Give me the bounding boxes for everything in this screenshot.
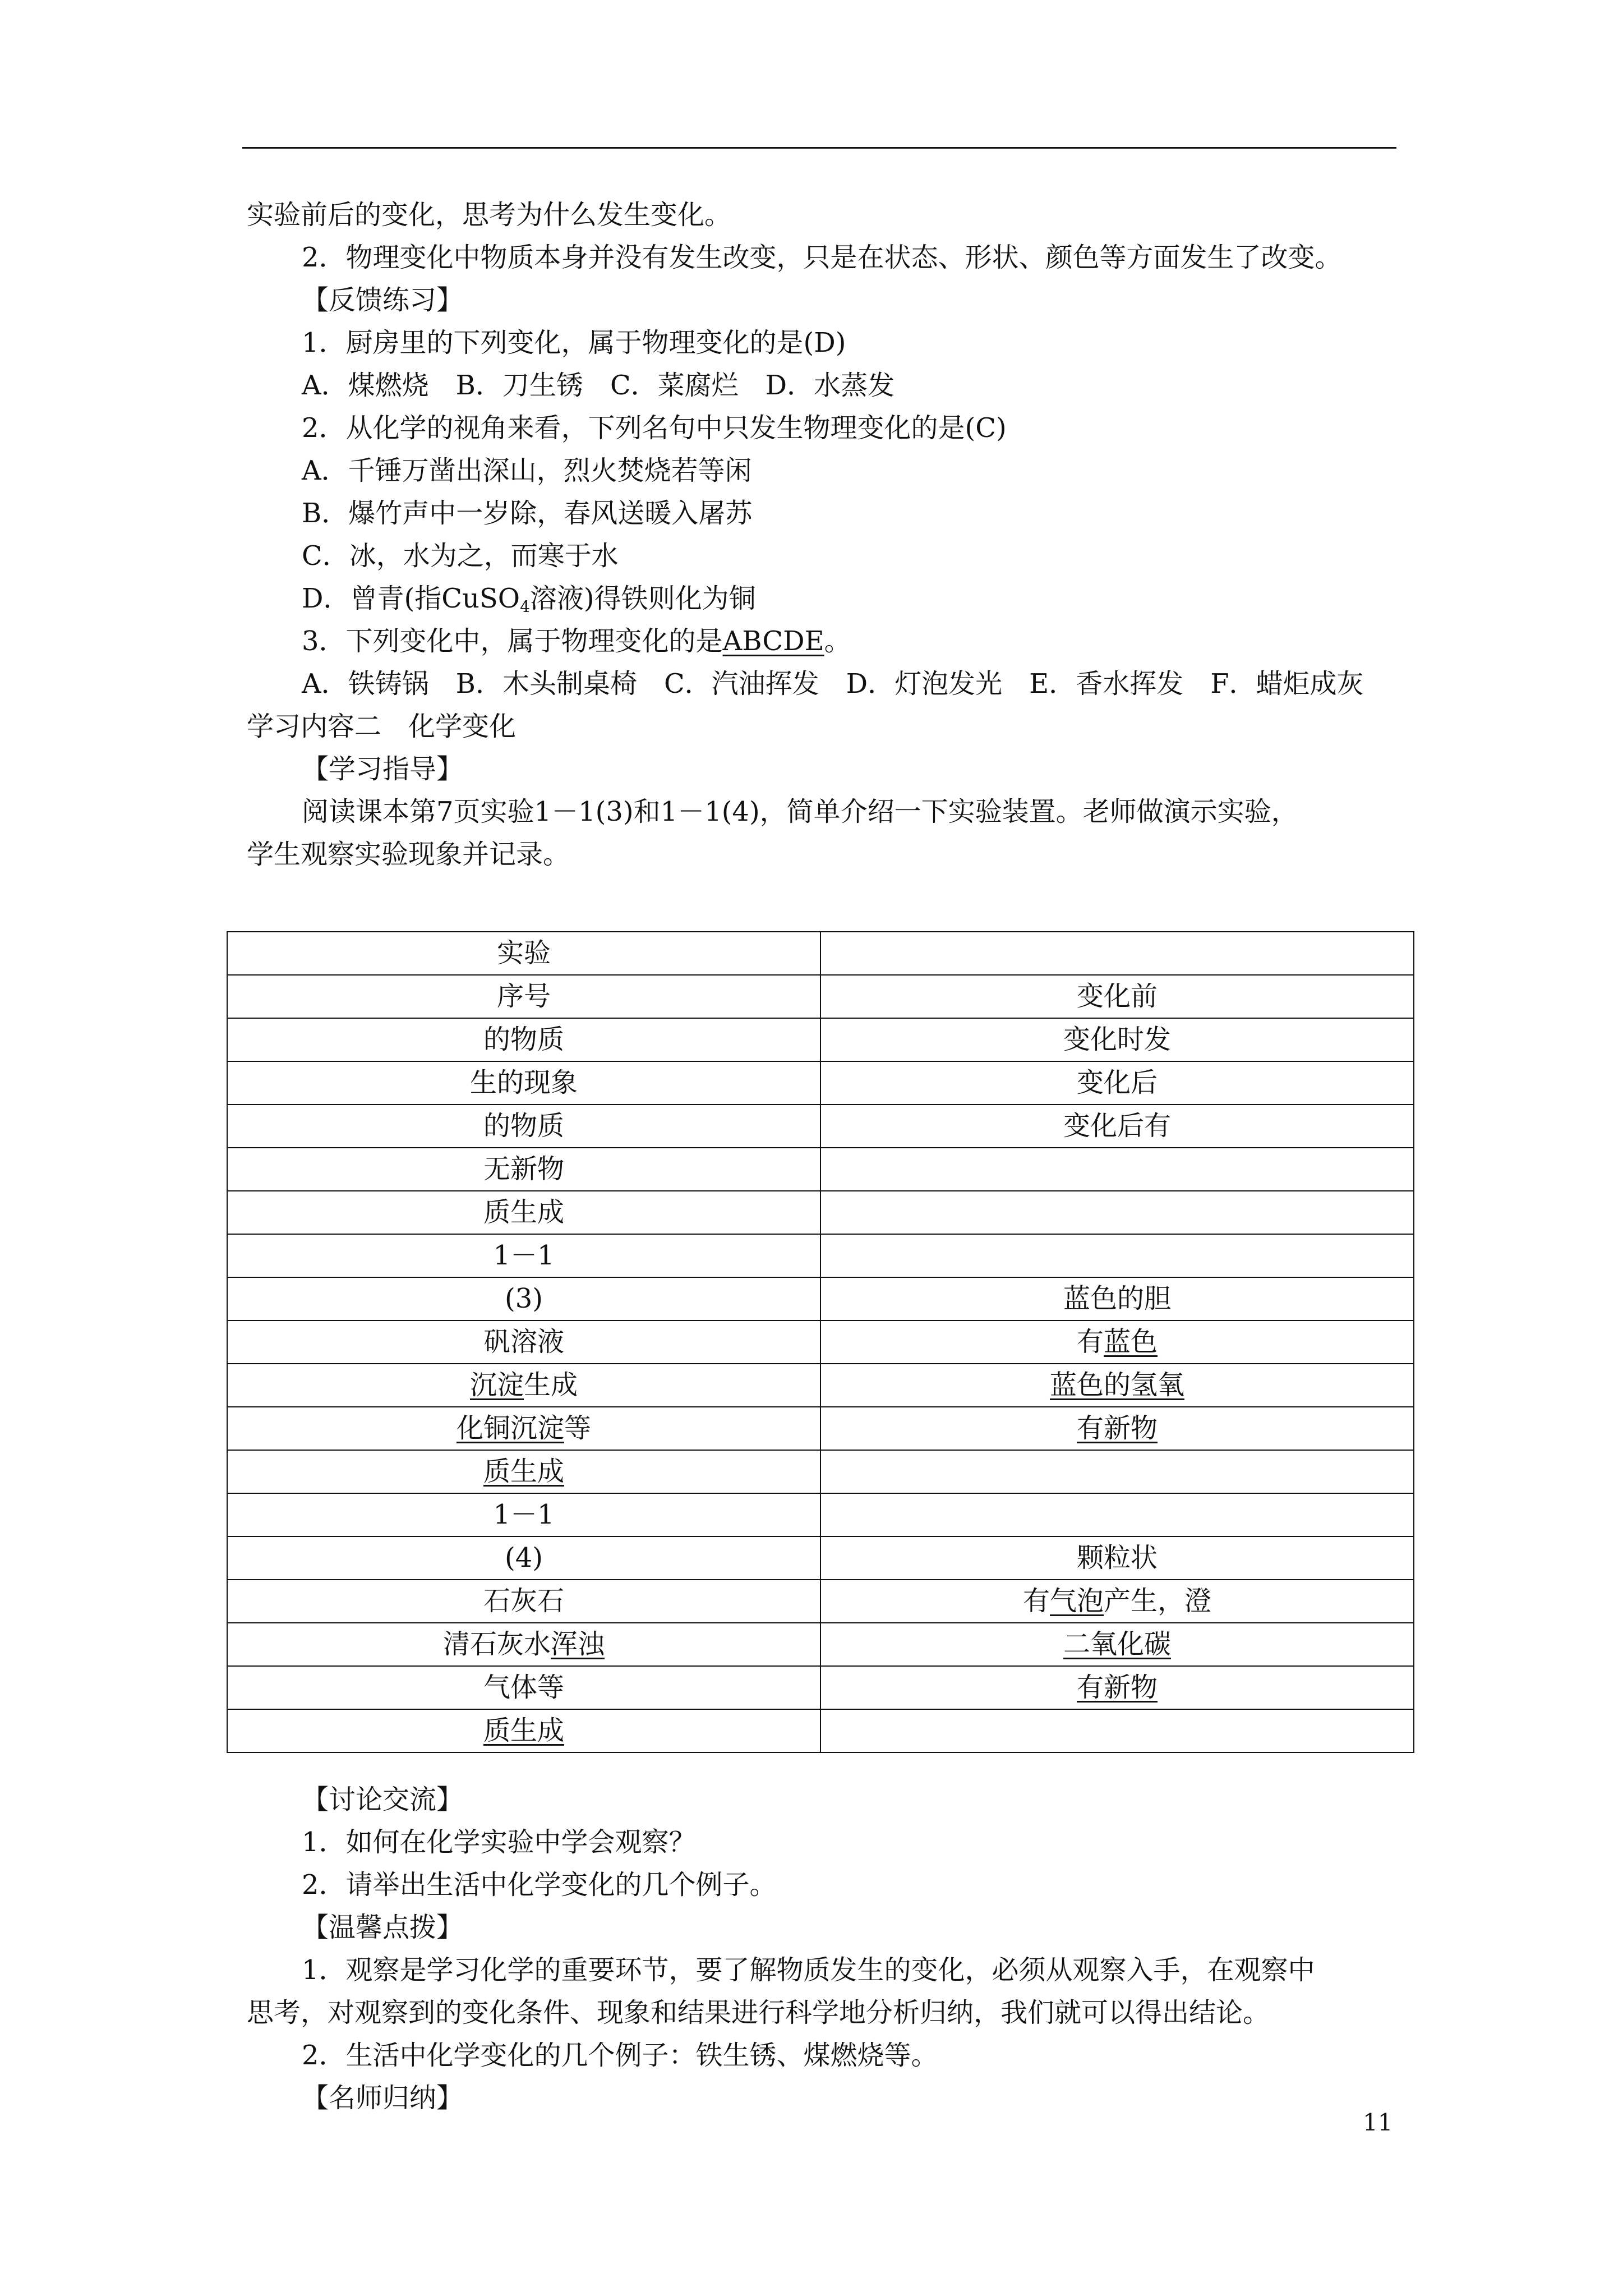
table-cell	[227, 1450, 820, 1493]
underlined-answer: 有新物	[1076, 1672, 1158, 1703]
text-line: 2．生活中化学变化的几个例子：铁生锈、煤燃烧等。	[302, 2040, 938, 2071]
underlined-answer: 蓝色的氢氧	[1049, 1369, 1184, 1401]
lines-top	[247, 194, 1391, 577]
underlined-answer: 二氧化碳	[1063, 1628, 1171, 1660]
table-cell	[820, 1234, 1414, 1277]
subscript: 4	[520, 597, 530, 616]
lines-mid	[247, 662, 1391, 876]
q3-before: 3．下列变化中，属于物理变化的是	[302, 625, 723, 657]
text-line: 【反馈练习】	[302, 284, 464, 316]
table-row	[227, 1536, 1414, 1580]
q3-after: 。	[824, 625, 851, 657]
text-line: 【温馨点拨】	[302, 1912, 464, 1943]
table-cell: 矾溶液	[227, 1320, 820, 1364]
table-cell: 的物质	[227, 1105, 820, 1148]
table-cell	[820, 1191, 1414, 1234]
table-cell	[227, 1407, 820, 1450]
table-body	[227, 932, 1414, 1752]
underlined-answer: 化铜沉淀	[456, 1412, 564, 1444]
table-row	[227, 932, 1414, 975]
underlined-answer: 有新物	[1076, 1412, 1158, 1444]
text-line: 思考，对观察到的变化条件、现象和结果进行科学地分析归纳，我们就可以得出结论。	[247, 1997, 1270, 2028]
experiment-table	[227, 931, 1414, 1753]
underlined-answer: 沉淀	[469, 1369, 524, 1401]
table-cell	[820, 1450, 1414, 1493]
table-row	[227, 1493, 1414, 1536]
table-cell: 颗粒状	[820, 1536, 1414, 1580]
table-row	[227, 1277, 1414, 1320]
table-row	[227, 1450, 1414, 1493]
text-line: 【讨论交流】	[302, 1784, 464, 1815]
table-row	[227, 1580, 1414, 1623]
text-line: 学生观察实验现象并记录。	[247, 839, 570, 870]
table-cell	[820, 1148, 1414, 1191]
text-line: A．铁铸锅 B．木头制桌椅 C．汽油挥发 D．灯泡发光 E．香水挥发 F．蜡炬成灰	[302, 668, 1364, 700]
table-cell: 生的现象	[227, 1061, 820, 1105]
table-cell: 质生成	[227, 1191, 820, 1234]
table-cell: 蓝色的胆	[820, 1277, 1414, 1320]
text-line: 1．观察是学习化学的重要环节，要了解物质发生的变化，必须从观察入手，在观察中	[302, 1954, 1315, 1986]
text-line: 1．如何在化学实验中学会观察？	[302, 1826, 696, 1858]
cell-text: 有	[1076, 1326, 1104, 1358]
table-row	[227, 1623, 1414, 1666]
text-block-bottom	[247, 1778, 1391, 2119]
table-row	[227, 1407, 1414, 1450]
table-row	[227, 975, 1414, 1018]
text-line: 1．厨房里的下列变化，属于物理变化的是(D)	[302, 327, 846, 358]
table-row	[227, 1018, 1414, 1061]
table-cell	[820, 1623, 1414, 1666]
table-cell	[227, 1364, 820, 1407]
table-cell	[820, 1364, 1414, 1407]
underlined-answer: 质生成	[483, 1715, 564, 1746]
lines-bottom	[247, 1778, 1391, 2119]
text-line	[247, 620, 1391, 662]
text-line	[247, 577, 1391, 620]
table-cell	[820, 1580, 1414, 1623]
q3-answer: ABCDE	[722, 625, 824, 657]
text-line: 【学习指导】	[302, 753, 464, 785]
table-cell	[227, 1709, 820, 1752]
cell-text: 生成	[524, 1369, 578, 1401]
cell-text: 清石灰水	[442, 1628, 551, 1660]
table-cell	[227, 1623, 820, 1666]
text-line: 2．物理变化中物质本身并没有发生改变，只是在状态、形状、颜色等方面发生了改变。	[302, 242, 1342, 273]
table-row	[227, 1148, 1414, 1191]
table-cell: (3)	[227, 1277, 820, 1320]
text-line: 实验前后的变化，思考为什么发生变化。	[247, 199, 732, 231]
table-row	[227, 1666, 1414, 1709]
header-rule	[242, 147, 1396, 149]
table-cell: 无新物	[227, 1148, 820, 1191]
table-row	[227, 1191, 1414, 1234]
text-line: 2．请举出生活中化学变化的几个例子。	[302, 1869, 777, 1901]
table-row	[227, 1320, 1414, 1364]
text-line: 学习内容二 化学变化	[247, 711, 517, 742]
text-line: A．煤燃烧 B．刀生锈 C．菜腐烂 D．水蒸发	[302, 370, 895, 401]
table-cell: (4)	[227, 1536, 820, 1580]
table-row	[227, 1105, 1414, 1148]
cell-text: 有	[1022, 1585, 1050, 1617]
page-number: 11	[1363, 2109, 1393, 2136]
text-line: 【名师归纳】	[302, 2082, 464, 2114]
table-cell: 1－1	[227, 1234, 820, 1277]
text-block-top	[247, 194, 1391, 876]
table-cell: 的物质	[227, 1018, 820, 1061]
text-line: A．千锤万凿出深山，烈火焚烧若等闲	[302, 455, 752, 486]
cell-text: 等	[564, 1412, 592, 1444]
table-cell: 变化前	[820, 975, 1414, 1018]
table-cell: 序号	[227, 975, 820, 1018]
cell-text: 产生，澄	[1104, 1585, 1212, 1617]
table-cell: 石灰石	[227, 1580, 820, 1623]
table-cell	[820, 1493, 1414, 1536]
line-d-after: 溶液)得铁则化为铜	[529, 583, 756, 614]
table-row	[227, 1061, 1414, 1105]
table-cell	[820, 1407, 1414, 1450]
text-line: 2．从化学的视角来看，下列名句中只发生物理变化的是(C)	[302, 412, 1007, 444]
table-row	[227, 1709, 1414, 1752]
line-d-before: D．曾青(指CuSO	[302, 583, 520, 614]
table-cell: 变化后有	[820, 1105, 1414, 1148]
table-cell	[820, 932, 1414, 975]
table-cell: 气体等	[227, 1666, 820, 1709]
table-row	[227, 1234, 1414, 1277]
underlined-answer: 蓝色	[1104, 1326, 1158, 1358]
table-cell: 实验	[227, 932, 820, 975]
table-cell	[820, 1709, 1414, 1752]
table-cell: 1－1	[227, 1493, 820, 1536]
underlined-answer: 质生成	[483, 1456, 564, 1487]
underlined-answer: 浑浊	[551, 1628, 605, 1660]
table-row	[227, 1364, 1414, 1407]
text-line: B．爆竹声中一岁除，春风送暖入屠苏	[302, 498, 753, 529]
table-cell	[820, 1320, 1414, 1364]
table-cell	[820, 1666, 1414, 1709]
text-line: C．冰，水为之，而寒于水	[302, 540, 619, 572]
text-line: 阅读课本第7页实验1－1(3)和1－1(4)，简单介绍一下实验装置。老师做演示实验，	[302, 796, 1298, 827]
table-cell: 变化后	[820, 1061, 1414, 1105]
table-cell: 变化时发	[820, 1018, 1414, 1061]
underlined-answer: 气泡	[1049, 1585, 1104, 1617]
